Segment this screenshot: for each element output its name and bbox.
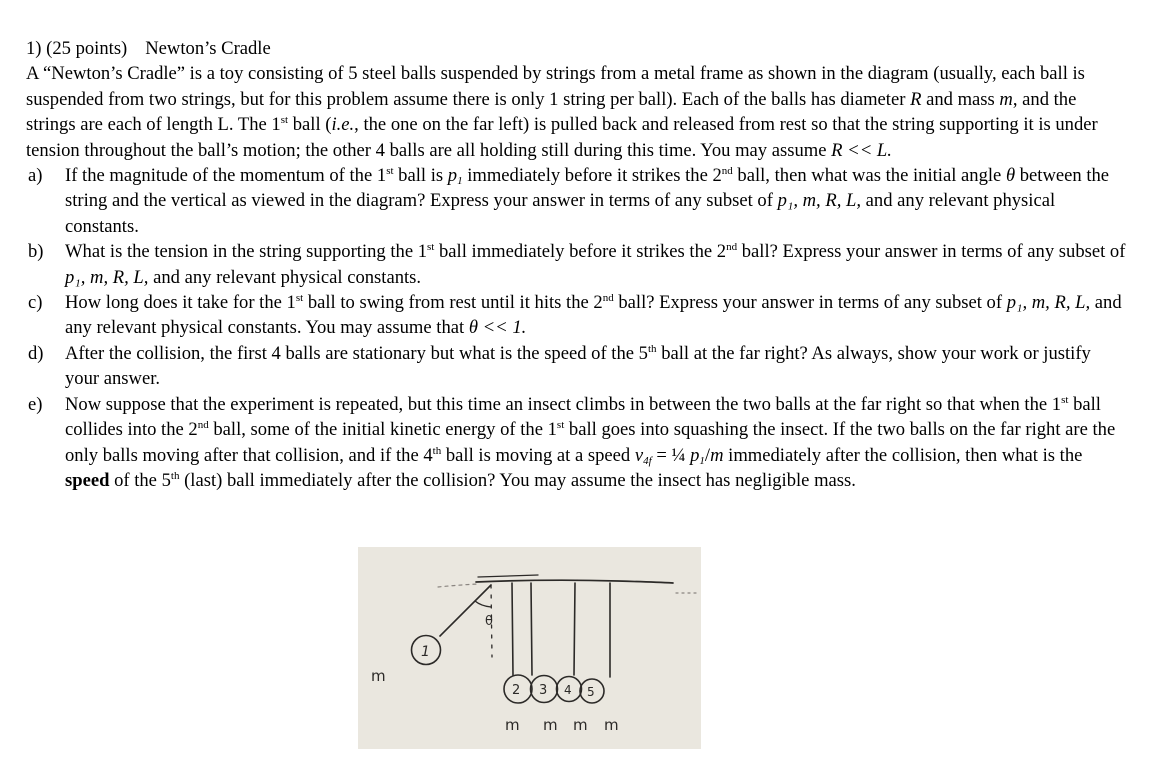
- problem-title: Newton’s Cradle: [145, 38, 271, 59]
- ball-label-4: 4: [564, 683, 572, 697]
- mass-label-2: m: [505, 716, 520, 734]
- angle-label: θ: [485, 614, 493, 629]
- mass-label-4: m: [573, 716, 588, 734]
- question-c: c) How long does it take for the 1st ball to swing from rest until it hits the 2nd ball? Express your answer in terms of any subset of p₁, m, R, L, and any relevant physical constants. You may assume that θ << 1.: [28, 292, 1122, 339]
- ball-label-1: 1: [421, 644, 430, 660]
- question-b: b) What is the tension in the string supporting the 1st ball immediately before it strikes the 2nd ball? Express your answer in terms of any subset of p₁, m, R, L, and any relevant physical constants.: [28, 241, 1126, 288]
- problem-text: [26, 36, 1126, 493]
- problem-header: [26, 36, 1126, 61]
- question-label: a): [28, 165, 43, 187]
- question-label: c): [28, 292, 43, 314]
- question-a: a) If the magnitude of the momentum of the 1st ball is $p_1$ immediately before it strikes the 2nd ball, then what was the initial angle θ between the string and the vertical as viewed in the diagram? Express your answer in terms of any subset of p₁, m, R, L, and any relevant physical constants.: [28, 165, 1110, 237]
- question-label: b): [28, 241, 44, 263]
- mass-label-5: m: [604, 716, 619, 734]
- string-4: [574, 583, 575, 675]
- mass-label-1: m: [371, 667, 386, 685]
- problem-intro: A “Newton’s Cradle” is a toy consisting of 5 steel balls suspended by strings from a metal frame as shown in the diagram (usually, each ball is suspended from two strings, but for this problem assume there is only 1 string per ball). Each of the balls has diameter R and mass m, and the strings are each of length L. The 1st ball (i.e., the one on the far left) is pulled back and released from rest so that the string supporting it is under tension throughout the ball’s motion; the other 4 balls are all holding still during this time. You may assume R << L.: [26, 63, 1098, 161]
- question-d: d) After the collision, the first 4 balls are stationary but what is the speed of the 5th ball at the far right? As always, show your work or justify your answer.: [28, 342, 1091, 390]
- newtons-cradle-diagram: [358, 547, 701, 749]
- paper-background: [358, 547, 701, 749]
- string-3: [531, 583, 532, 675]
- string-2: [512, 583, 513, 675]
- ball-label-5: 5: [587, 685, 595, 699]
- diagram-drawing: [358, 547, 701, 749]
- problem-points: (25 points): [46, 38, 128, 59]
- question-e: e) Now suppose that the experiment is repeated, but this time an insect climbs in between the two balls at the far right so that when the 1st ball collides into the 2nd ball, some of the initial kinetic energy of the 1st ball goes into squashing the insect. If the two balls on the far right are the only balls moving after that collision, and if the 4th ball is moving at a speed $v_{4f}$ = ¼ $p_1/m$ immediately after the collision, then what is the speed of the 5th (last) ball immediately after the collision? You may assume the insect has negligible mass.: [28, 393, 1116, 491]
- ball-label-3: 3: [539, 683, 548, 698]
- question-label: d): [28, 342, 44, 364]
- question-label: e): [28, 393, 43, 415]
- problem-number: 1): [26, 38, 42, 59]
- ball-label-2: 2: [512, 683, 521, 698]
- mass-label-3: m: [543, 716, 558, 734]
